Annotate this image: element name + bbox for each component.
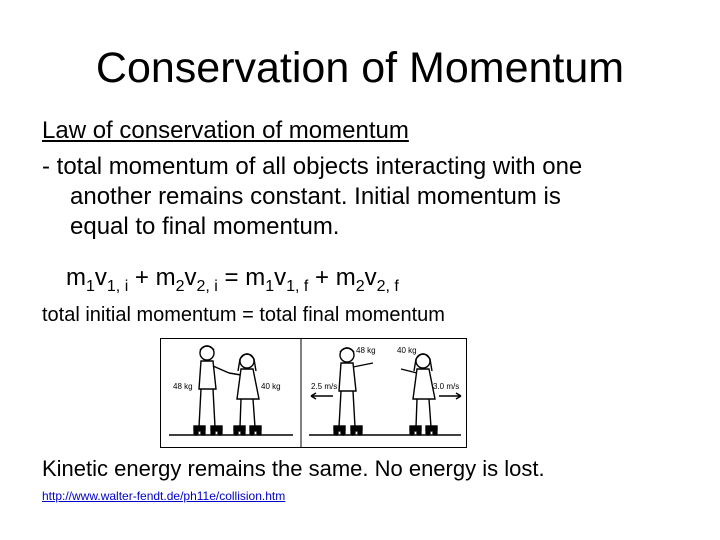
eq-v2-final-sub: 2, f [376,278,399,295]
after-velocity-right: 3.0 m/s [433,382,460,391]
before-mass-left: 48 kg [173,382,193,391]
law-heading: Law of conservation of momentum [42,117,409,144]
after-velocity-left: 2.5 m/s [311,382,338,391]
law-line-2: another remains constant. Initial momentum is [70,183,561,210]
eq-v1-sub: 1, i [106,278,129,295]
eq-equals: = [217,264,246,291]
after-mass-right: 40 kg [397,346,417,355]
after-mass-left: 48 kg [356,346,376,355]
kinetic-energy-note: Kinetic energy remains the same. No energy is lost. [42,456,545,481]
law-line-3: equal to final momentum. [70,213,340,240]
before-mass-right: 40 kg [261,382,281,391]
momentum-equation [66,262,399,294]
skater-boy-before [194,346,229,435]
eq-v2: v [184,264,197,291]
eq-m1-final-sub: 1 [265,278,275,295]
eq-v1-final-sub: 1, f [286,278,309,295]
after-panel [309,348,461,435]
skater-girl-after [401,354,437,435]
eq-m2-final: m [335,264,356,291]
skaters-illustration [160,338,467,448]
eq-v2-sub: 2, i [196,278,218,295]
skaters-drawing [161,339,466,447]
eq-m1-final: m [245,264,266,291]
eq-v1-final: v [274,264,287,291]
skater-boy-after [334,348,373,435]
eq-plus-2: + [308,264,336,291]
summary-line: total initial momentum = total final momentum [42,304,445,326]
eq-plus-1: + [128,264,156,291]
eq-m1: m [66,264,86,291]
eq-m1-sub: 1 [86,278,95,295]
eq-v2-final: v [364,264,377,291]
law-line-1: - total momentum of all objects interacting with one [42,153,583,180]
eq-m2-final-sub: 2 [355,278,365,295]
slide-title: Conservation of Momentum [95,44,625,92]
eq-m2-sub: 2 [175,278,185,295]
skater-girl-before [229,354,261,435]
law-description [42,152,702,242]
eq-v1: v [94,264,107,291]
eq-m2: m [155,264,176,291]
collision-link[interactable]: http://www.walter-fendt.de/ph11e/collision.htm [42,489,286,503]
